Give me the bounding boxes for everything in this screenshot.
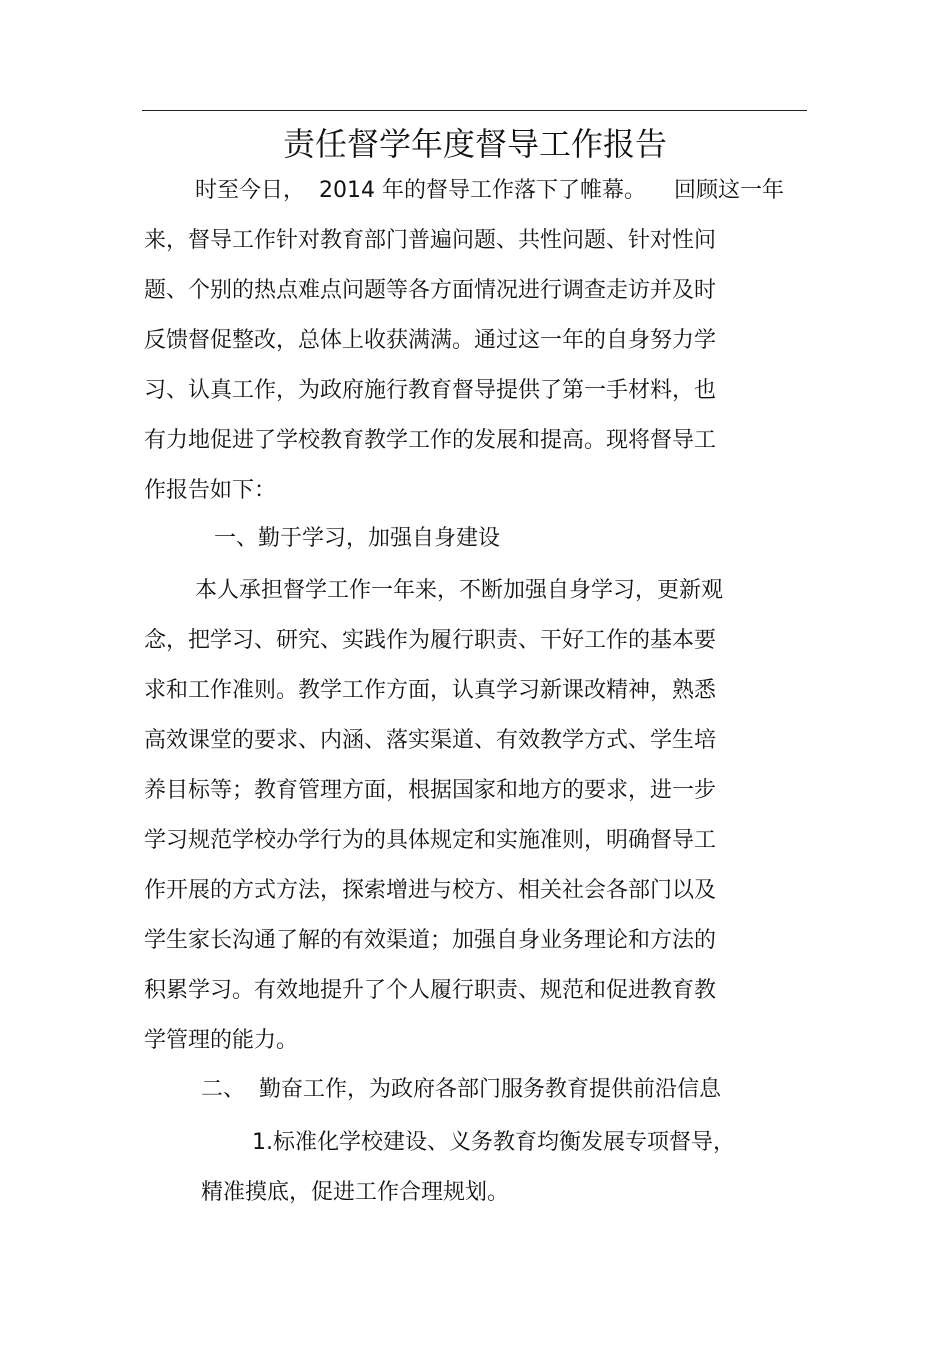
paragraph-line: 作开展的方式方法，探索增进与校方、相关社会各部门以及 [144, 878, 717, 903]
page-title: 责任督学年度督导工作报告 [282, 125, 667, 163]
paragraph-line: 有力地促进了学校教育教学工作的发展和提高。现将督导工 [144, 428, 717, 453]
paragraph-line: 习、认真工作，为政府施行教育督导提供了第一手材料，也 [144, 378, 717, 403]
subsection-heading: 精准摸底，促进工作合理规划。 [201, 1180, 510, 1205]
section-heading: 一、勤于学习，加强自身建设 [214, 526, 501, 551]
paragraph-line: 学生家长沟通了解的有效渠道；加强自身业务理论和方法的 [144, 928, 717, 953]
paragraph-line: 求和工作准则。教学工作方面，认真学习新课改精神，熟悉 [144, 678, 717, 703]
paragraph-line: 养目标等；教育管理方面，根据国家和地方的要求，进一步 [144, 778, 717, 803]
paragraph-line: 学习规范学校办学行为的具体规定和实施准则，明确督导工 [144, 828, 717, 853]
paragraph-line: 本人承担督学工作一年来，不断加强自身学习，更新观 [195, 578, 724, 603]
section-heading: 二、 勤奋工作，为政府各部门服务教育提供前沿信息 [201, 1077, 721, 1102]
paragraph-line: 作报告如下： [144, 478, 277, 503]
header-rule [142, 110, 807, 111]
paragraph-line: 高效课堂的要求、内涵、落实渠道、有效教学方式、学生培 [144, 728, 717, 753]
paragraph-line: 反馈督促整改，总体上收获满满。通过这一年的自身努力学 [144, 328, 717, 353]
paragraph-line: 时至今日， 2014 年的督导工作落下了帷幕。 回顾这一年 [195, 178, 784, 203]
paragraph-line: 积累学习。有效地提升了个人履行职责、规范和促进教育教 [144, 978, 717, 1003]
paragraph-line: 学管理的能力。 [144, 1028, 299, 1053]
paragraph-line: 来，督导工作针对教育部门普遍问题、共性问题、针对性问 [144, 228, 717, 253]
paragraph-line: 题、个别的热点难点问题等各方面情况进行调查走访并及时 [144, 278, 717, 303]
subsection-heading: 1.标准化学校建设、义务教育均衡发展专项督导， [252, 1130, 735, 1155]
paragraph-line: 念，把学习、研究、实践作为履行职责、干好工作的基本要 [144, 628, 717, 653]
